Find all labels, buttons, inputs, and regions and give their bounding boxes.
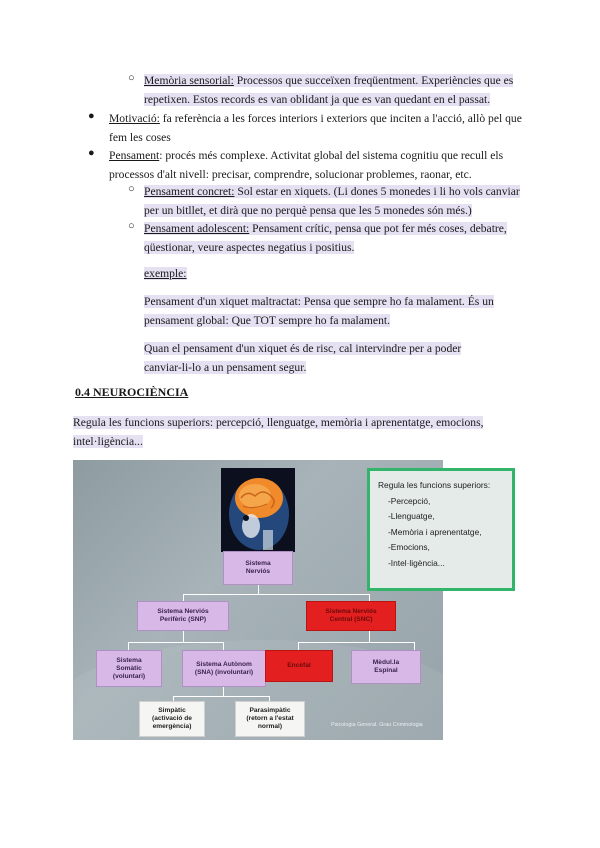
bullet-icon: ● [88, 147, 95, 159]
node-simpatic: Simpàtic (activació de emergència) [139, 701, 205, 737]
motivacio-item: Motivació: fa referència a les forces interiors i exteriors que inciten a l'acció, allò pel que fem les coses [109, 112, 522, 144]
node-encefal: Encèfal [265, 650, 333, 682]
brain-icon [221, 468, 295, 552]
memoria-sensorial-label: Memòria sensorial: [144, 74, 234, 87]
brain-head-illustration [221, 468, 295, 552]
circle-bullet-icon: ○ [128, 183, 135, 195]
pensament-item: Pensament: procés més complexe. Activitat global del sistema cognitiu que recull els processos d'alt nivell: precisar, comprendre, solucionar problemes, raonar, etc. [109, 149, 504, 181]
node-sistema-nervios: Sistema Nerviós [223, 551, 293, 585]
node-autonom: Sistema Autònom (SNA) (involuntari) [182, 650, 266, 687]
motivacio-label: Motivació: [109, 112, 160, 125]
pensament-label: Pensament [109, 149, 160, 162]
connector-line [223, 686, 224, 696]
connector-line [183, 594, 370, 595]
connector-line [369, 630, 370, 642]
callout-item: -Emocions, [388, 542, 430, 552]
pensament-adolescent-item: Pensament adolescent: Pensament crític, pensa que pot fer més coses, debatre, qüestionar, veure aspectes negatius i positius. [144, 222, 507, 254]
connector-line [298, 642, 415, 643]
circle-bullet-icon: ○ [128, 72, 135, 84]
node-snp: Sistema Nerviós Perifèric (SNP) [137, 601, 229, 631]
node-medul-la: Mèdul.la Espinal [351, 650, 421, 684]
connector-line [173, 696, 270, 697]
memoria-sensorial-item: Memòria sensorial: Processos que succeïxen freqüentment. Experiències que es repetixen. Estos records es van oblidant ja que es van quedant en el passat. [144, 74, 514, 106]
callout-item: -Memòria i aprenentatge, [388, 526, 482, 537]
node-parasimpatic: Parasimpàtic (retorn a l'estat normal) [235, 701, 305, 737]
callout-item: -Intel·ligència... [388, 557, 445, 568]
nervous-system-diagram [73, 460, 491, 740]
image-credit: Psicologia General. Grau Criminologia [331, 722, 423, 728]
bullet-icon: ● [88, 110, 95, 122]
node-snc: Sistema Nerviós Central (SNC) [306, 601, 396, 631]
section-heading: 0.4 NEUROCIÈNCIA [75, 385, 189, 399]
node-somatic: Sistema Somàtic (voluntari) [96, 650, 162, 687]
callout-box [367, 468, 515, 591]
pensament-concret-label: Pensament concret: [144, 185, 235, 198]
connector-line [258, 584, 259, 594]
circle-bullet-icon: ○ [128, 220, 135, 232]
callout-title: Regula les funcions superiors: [378, 480, 491, 490]
exemple-label: exemple: [144, 267, 187, 280]
exemple-paragraph-1: Pensament d'un xiquet maltractat: Pensa que sempre ho fa malament. És un pensament global: Que TOT sempre ho fa malament. [144, 295, 494, 327]
exemple-paragraph-2: Quan el pensament d'un xiquet és de risc, cal intervindre per a poder canviar-li-lo a un pensament segur. [144, 342, 462, 374]
intro-paragraph: Regula les funcions superiors: percepció, llenguatge, memòria i aprenentatge, emocions, intel·ligència... [73, 416, 484, 448]
callout-item: -Llenguatge, [388, 511, 435, 521]
callout-item: -Percepció, [388, 495, 431, 506]
pensament-concret-item: Pensament concret: Sol estar en xiquets. (Li dones 5 monedes i li ho vols canviar per un bitllet, et dirà que no perquè pensa que les 5 monedes són més.) [144, 185, 520, 217]
connector-line [128, 642, 224, 643]
pensament-adolescent-label: Pensament adolescent: [144, 222, 250, 235]
connector-line [183, 630, 184, 642]
